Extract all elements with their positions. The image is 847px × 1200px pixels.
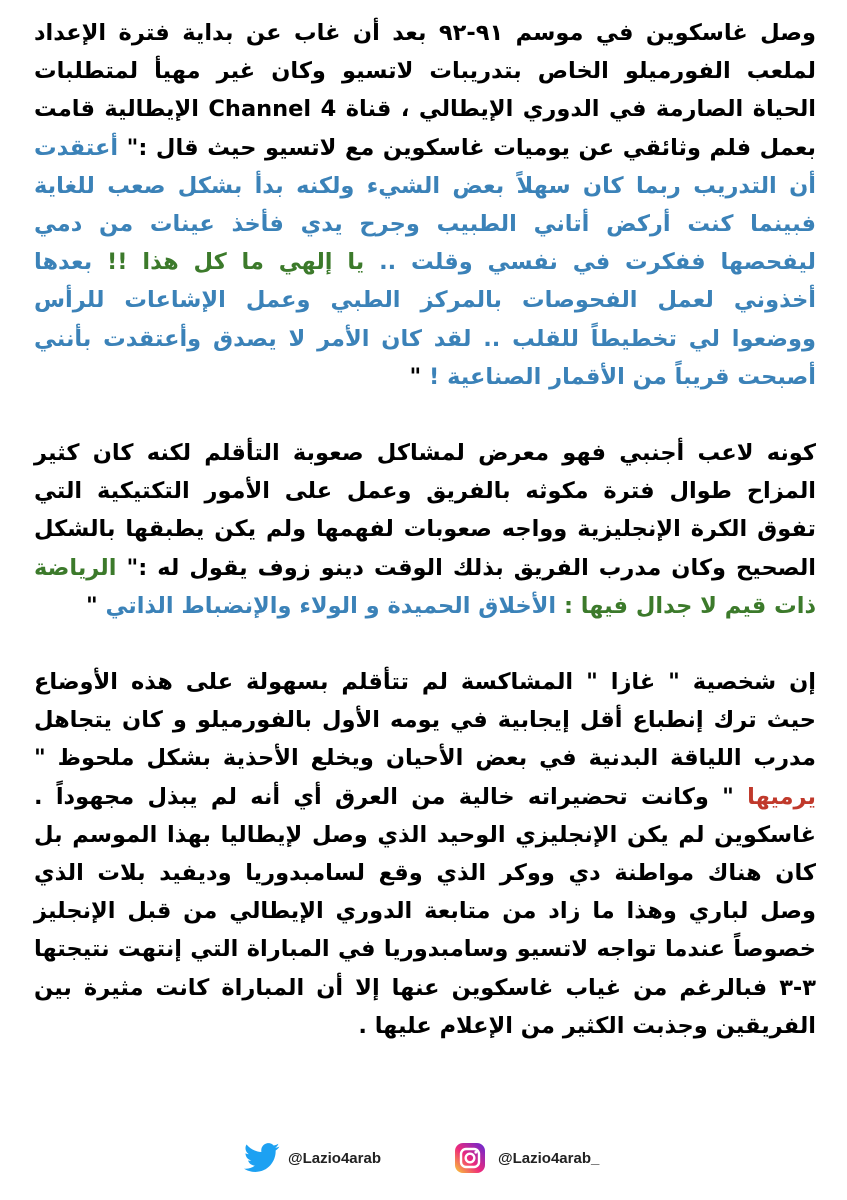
red-highlight: يرميها (747, 783, 816, 810)
instagram-handle-group[interactable] (454, 1142, 599, 1174)
paragraph-spacer (34, 396, 816, 434)
quote-segment: الأخلاق الحميدة و الولاء والإنضباط الذاتي (105, 592, 557, 619)
text-segment: " (409, 363, 422, 390)
twitter-bird-icon (244, 1142, 280, 1174)
quote-segment: أعتقدت أن التدريب ربما كان سهلاً بعض الشيء ولكنه بدأ بشكل صعب للغاية فبينما كنت أركض أتاني الطبيب وجرح يدي فأخذ عينات من دمي ليفحصها ففكرت في نفسي وقلت .. (34, 134, 816, 276)
text-segment: كونه لاعب أجنبي فهو معرض لمشاكل صعوبة التأقلم لكنه كان كثير المزاح طوال فترة مكوثه بالفريق وعمل على الأمور التكتيكية التي تفوق الكرة الإنجليزية وواجه صعوبات لفهمها ولم يكن يطبقها بالشكل الصحيح وكان مدرب الفريق بذلك الوقت دينو زوف يقول له :" (34, 440, 816, 581)
twitter-handle-group[interactable] (244, 1142, 381, 1174)
text-segment: وصل غاسكوين في موسم ٩١-٩٢ بعد أن غاب عن بداية فترة الإعداد لملعب الفورميلو الخاص بتدريبات لاتسيو وكان غير مهيأ لمتطلبات الحياة الصارمة في الدوري الإيطالي ، قناة Channel 4 الإيطالية قامت بعمل فلم وثائقي عن يوميات غاسكوين مع لاتسيو حيث قال :" (34, 20, 816, 161)
quote-highlight: يا إلهي ما كل هذا !! (107, 249, 365, 276)
twitter-handle-text[interactable]: @Lazio4arab (288, 1149, 381, 1167)
quote-segment: بعدها أخذوني لعمل الفحوصات بالمركز الطبي وعمل الإشاعات للرأس ووضعوا لي تخطيطاً للقلب .. لقد كان الأمر لا يصدق وأعتقدت بأنني أصبحت قريباً من الأقمار الصناعية ! (34, 249, 816, 390)
paragraph-gazza-personality (34, 663, 816, 1045)
instagram-icon (454, 1142, 490, 1174)
article-body (34, 14, 816, 1045)
paragraph-spacer (34, 625, 816, 663)
instagram-handle-text[interactable]: @Lazio4arab_ (498, 1149, 600, 1167)
text-segment: " وكانت تحضيراته خالية من العرق أي أنه لم يبذل مجهوداً . غاسكوين لم يكن الإنجليزي الوحيد الذي وصل لإيطاليا بهذا الموسم بل كان هناك مواطنة دي ووكر الذي وقع لسامبدوريا وديفيد بلات الذي وصل لباري وهذا ما زاد من متابعة الدوري الإيطالي من قبل الإنجليز خصوصاً عندما تواجه لاتسيو وسامبدوريا في المباراة التي إنتهت نتيجتها ٣-٣ فبالرغم من غياب غاسكوين عنها إلا أن المباراة كانت مثيرة بين الفريقين وجذبت الكثير من الإعلام عليها . (34, 783, 816, 1039)
social-footer (0, 1136, 847, 1180)
quote-highlight: الرياضة ذات قيم لا جدال فيها : (34, 554, 816, 619)
paragraph-gascoigne-arrival (34, 14, 816, 396)
text-segment: " (85, 592, 106, 619)
text-segment: إن شخصية " غازا " المشاكسة لم تتأقلم بسهولة على هذه الأوضاع حيث ترك إنطباع أقل إيجابية في يومه الأول بالفورميلو و كان يتجاهل مدرب اللياقة البدنية في بعض الأحيان ويخلع الأحذية بشكل ملحوظ " (34, 669, 816, 772)
paragraph-adaptation (34, 434, 816, 625)
